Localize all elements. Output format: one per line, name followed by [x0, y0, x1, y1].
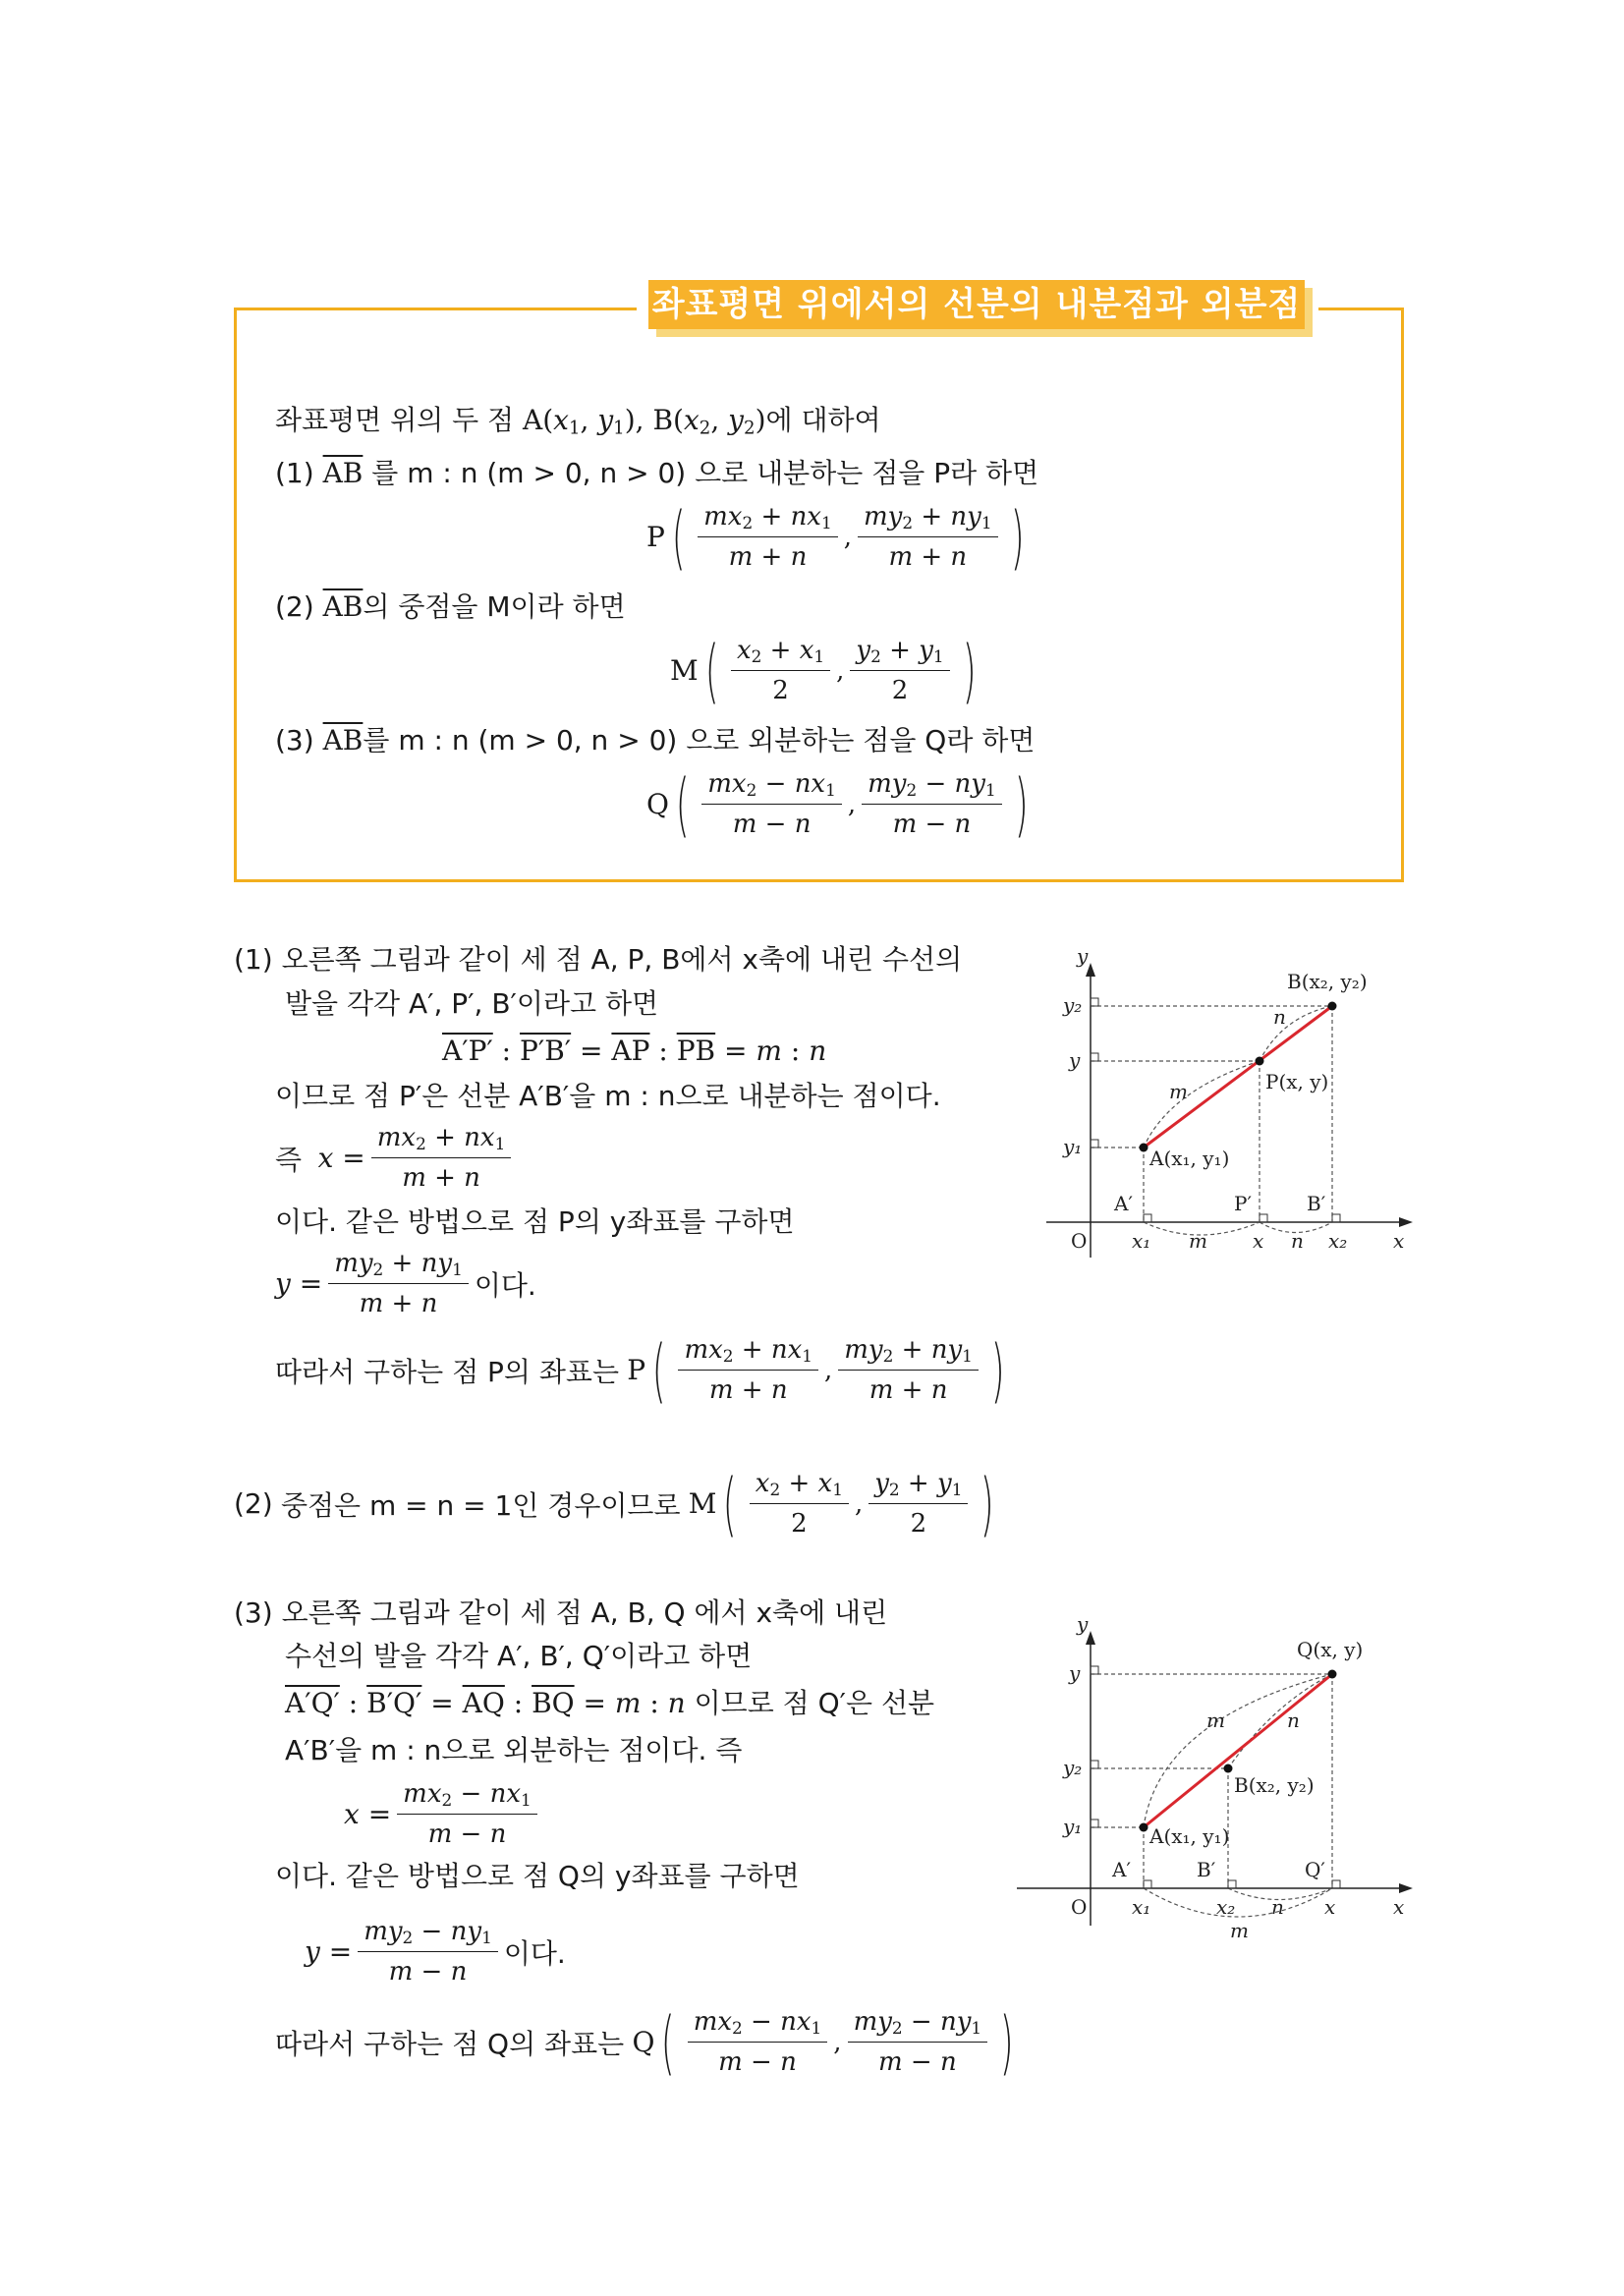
sol3-line2: 수선의 발을 각각 A′, B′, Q′이라고 하면 — [285, 1640, 753, 1672]
fig1-y-axis-label: y — [1077, 944, 1089, 968]
sol1-result: 따라서 구하는 점 P의 좌표는 P ( $\frac{mx_2 + nx_1}{m + n}$ , $\frac{my_2 + ny_1}{m + n}$ ) — [275, 1329, 1005, 1411]
fig1-m: m — [1169, 1080, 1188, 1103]
figure-external-division — [1012, 1611, 1415, 1945]
fig1-x-axis-label: x — [1393, 1229, 1405, 1253]
box-item-1: (1) $\overline{AB}$ 를 m : n (m > 0, n > 0) 으로 내분하는 점을 P라 하면 — [275, 457, 1039, 489]
sol1-y-formula: y = $\frac{my_2 + ny_1}{m + n}$ 이다. — [275, 1246, 536, 1321]
fig2-x1: x₁ — [1132, 1895, 1151, 1919]
sol3-line1: (3) 오른쪽 그림과 같이 세 점 A, B, Q 에서 x축에 내린 — [234, 1596, 888, 1629]
fig1-Ap: A′ — [1114, 1192, 1133, 1215]
box-item-2: (2) $\overline{AB}$의 중점을 M이라 하면 — [275, 590, 626, 623]
fig2-Q: Q(x, y) — [1297, 1638, 1364, 1661]
fig1-x: x — [1253, 1229, 1264, 1253]
fig2-y2: y₂ — [1063, 1756, 1083, 1779]
fig2-Qp: Q′ — [1305, 1858, 1325, 1881]
fig2-Bp: B′ — [1197, 1858, 1216, 1881]
sol2: (2) 중점은 m = n = 1인 경우이므로 M ( $\frac{x_2 + x_1}{2}$ , $\frac{y_2 + y_1}{2}$ ) — [234, 1463, 994, 1544]
sol3-line3: A′Q′ : $B'Q' = \overline{AQ}$ : $\overline{BQ} = m$ : n 이므로 점 Q′은 선분 — [285, 1687, 935, 1719]
fig2-Ap: A′ — [1112, 1858, 1131, 1881]
fig2-n-bottom: n — [1271, 1895, 1284, 1919]
fig1-m-bottom: m — [1189, 1229, 1207, 1253]
fig2-m-bottom: m — [1230, 1919, 1249, 1942]
fig1-P: P(x, y) — [1265, 1070, 1329, 1093]
fig2-m: m — [1206, 1708, 1225, 1732]
fig2-x: x — [1324, 1895, 1336, 1919]
sol3-line4: A′B′을 m : n으로 외분하는 점이다. 즉 — [285, 1734, 743, 1766]
fig2-A: A(x₁, y₁) — [1149, 1824, 1230, 1848]
fig1-n-bottom: n — [1291, 1229, 1304, 1253]
sol3-line6: 이다. 같은 방법으로 점 Q의 y좌표를 구하면 — [275, 1860, 800, 1892]
fig2-y-axis-label: y — [1077, 1612, 1089, 1636]
sol1-line1: (1) 오른쪽 그림과 같이 세 점 A, P, B에서 x축에 내린 수선의 — [234, 943, 963, 976]
fig2-y: y — [1069, 1661, 1081, 1685]
box-formula-M: M ( $\frac{x_2 + x_1}{2}$ , $\frac{y_2 + y_1}{2}$ ) — [670, 630, 977, 711]
fig2-y1: y₁ — [1063, 1815, 1083, 1838]
fig1-y: y — [1069, 1048, 1081, 1072]
fig1-x1: x₁ — [1132, 1229, 1151, 1253]
fig1-A: A(x₁, y₁) — [1149, 1147, 1230, 1170]
sol1-line2: 발을 각각 A′, P′, B′이라고 하면 — [285, 987, 659, 1020]
box-item-3: (3) $\overline{AB}$를 m : n (m > 0, n > 0) 으로 외분하는 점을 Q라 하면 — [275, 724, 1036, 756]
figure-internal-division — [1041, 943, 1415, 1267]
fig1-x2: x₂ — [1328, 1229, 1348, 1253]
box-formula-Q: Q ( $\frac{mx_2 - nx_1}{m - n}$ , $\frac{my_2 - ny_1}{m - n}$ ) — [646, 763, 1029, 845]
sol3-y-formula: y = $\frac{my_2 - ny_1}{m - n}$ 이다. — [305, 1914, 566, 1989]
box-formula-P: P ( $\frac{mx_2 + nx_1}{m + n}$ , $\frac{my_2 + ny_1}{m + n}$ ) — [646, 496, 1025, 578]
sol1-ratio: A′P′ : $P'B' = \overline{AP}$ : $\overline{PB} = m$ : n — [442, 1035, 827, 1067]
sol3-result: 따라서 구하는 점 Q의 좌표는 Q ( $\frac{mx_2 - nx_1}{m - n}$ , $\frac{my_2 - ny_1}{m - n}$ ) — [275, 2001, 1014, 2083]
box-title: 좌표평면 위에서의 선분의 내분점과 외분점 — [648, 280, 1305, 329]
fig2-x-axis-label: x — [1393, 1895, 1405, 1919]
fig2-x2: x₂ — [1216, 1895, 1236, 1919]
fig1-y1: y₁ — [1063, 1135, 1083, 1158]
fig1-y2: y₂ — [1063, 993, 1083, 1017]
fig1-Pp: P′ — [1234, 1192, 1252, 1215]
sol1-line4: 이므로 점 P′은 선분 A′B′을 m : n으로 내분하는 점이다. — [275, 1080, 941, 1112]
sol3-x-formula: x = $\frac{mx_2 - nx_1}{m - n}$ — [344, 1776, 543, 1852]
fig2-n: n — [1287, 1708, 1300, 1732]
sol1-line6: 이다. 같은 방법으로 점 P의 y좌표를 구하면 — [275, 1205, 795, 1238]
fig1-origin: O — [1071, 1229, 1088, 1253]
fig2-origin: O — [1071, 1895, 1088, 1919]
fig1-Bp: B′ — [1307, 1192, 1326, 1215]
sol1-x-formula: 즉 x = $\frac{mx_2 + nx_1}{m + n}$ — [275, 1120, 517, 1196]
fig1-B: B(x₂, y₂) — [1287, 970, 1368, 993]
fig2-B: B(x₂, y₂) — [1234, 1773, 1315, 1797]
box-intro: 좌표평면 위의 두 점 $A(x_1$, $y_1$), $B(x_2$, $y_2$)에 대하여 — [275, 404, 881, 439]
fig1-n: n — [1273, 1005, 1286, 1029]
